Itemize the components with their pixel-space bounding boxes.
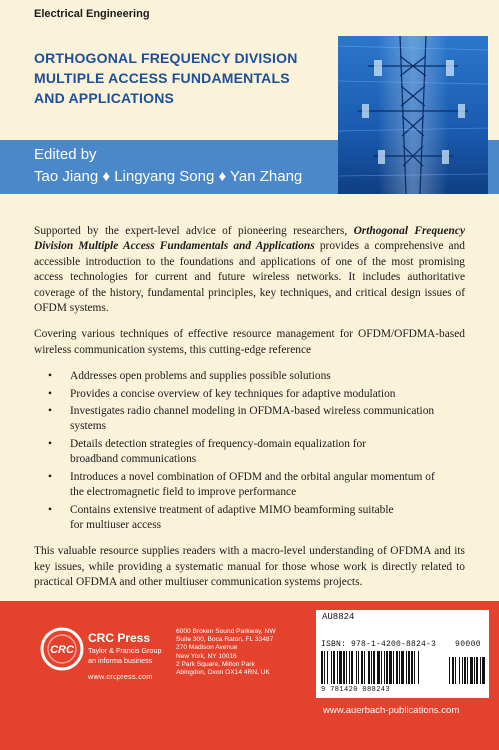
title-line-3: AND APPLICATIONS [34, 90, 175, 106]
barcode-bar [406, 651, 407, 684]
intro-text: Supported by the expert-level advice of pioneering researchers, [34, 225, 354, 237]
addon-bar [480, 657, 481, 684]
barcode-bar [373, 651, 375, 684]
series-label: Electrical Engineering [34, 8, 150, 20]
barcode-bar [386, 651, 388, 684]
cover-photo [338, 36, 488, 194]
addon-bar [467, 657, 468, 684]
antenna-tower-image [338, 36, 488, 194]
barcode-bar [414, 651, 415, 684]
barcode-bar [356, 651, 357, 684]
address-line: 6000 Broken Sound Parkway, NW [176, 628, 276, 635]
price-code: 90000 [455, 640, 482, 649]
addon-bar [462, 657, 463, 684]
barcode-bar [337, 651, 338, 684]
intro-paragraph [34, 224, 465, 316]
list-item: • Details detection strategies of frequency-domain equalization for broadband communications [44, 437, 465, 468]
barcode-bar [396, 651, 398, 684]
list-item: • Investigates radio channel modeling in OFDMA-based wireless communication systems [44, 404, 465, 435]
barcode-bar [389, 651, 392, 684]
publisher-name: CRC Press [88, 631, 151, 645]
description [34, 224, 465, 602]
barcode-bar [408, 651, 410, 684]
barcode-bar [349, 651, 350, 684]
editor-names: Tao Jiang ♦ Lingyang Song ♦ Yan Zhang [34, 168, 303, 185]
barcode-bar [339, 651, 342, 684]
publisher-url: www.crcpress.com [88, 672, 153, 681]
barcode-graphic [321, 651, 485, 684]
publisher-group: Taylor & Francis Group [88, 646, 162, 655]
barcode-bar [331, 651, 332, 684]
feature-list [34, 369, 465, 533]
barcode-bar [351, 651, 353, 684]
address-line: Abingdon, Oxon OX14 4RN, UK [176, 669, 270, 677]
intro-book-title: Orthogonal Frequency Division Multiple Access Fundamentals and Applications [34, 225, 466, 253]
address-line: 2 Park Square, Milton Park [176, 660, 255, 668]
list-item: • Addresses open problems and supplies possible solutions [44, 369, 465, 384]
list-item: • Contains extensive treatment of adaptive MIMO beamforming suitable for multiuser access [44, 503, 465, 534]
crc-logo-icon [40, 627, 84, 671]
barcode-bar [371, 651, 372, 684]
logo-text: CRC [50, 644, 74, 656]
barcode-bar [358, 651, 359, 684]
isbn-number: ISBN: 978-1-4200-8824-3 [321, 640, 437, 649]
barcode-bar [368, 651, 370, 684]
list-item: • Provides a concise overview of key techniques for adaptive modulation [44, 387, 465, 402]
barcode-bar [327, 651, 328, 684]
publisher-addresses [176, 628, 306, 677]
barcode-bar [384, 651, 385, 684]
barcode-bar [418, 651, 419, 684]
addon-bar [459, 657, 460, 684]
publisher-tagline: an informa business [88, 656, 153, 665]
address-line: 270 Madison Avenue [176, 644, 238, 652]
product-code: AU8824 [322, 612, 355, 622]
barcode-bar [364, 651, 365, 684]
barcode-bar [333, 651, 335, 684]
closing-paragraph: This valuable resource supplies readers with a macro-level understanding of OFDMA and its key issues, while providing a systematic manual for those whose work is directly related to practical OFDMA and other multiuser communication systems projects. [34, 545, 465, 589]
barcode-bar [321, 651, 323, 684]
barcode-bar [401, 651, 404, 684]
barcode-bar [324, 651, 325, 684]
addon-bar [482, 657, 485, 684]
list-item: • Introduces a novel combination of OFDM and the orbital angular momentum of the electromagnetic field to improve performance [44, 470, 465, 501]
book-title [34, 48, 324, 108]
addon-bar [464, 657, 466, 684]
barcode-bar [343, 651, 345, 684]
addon-bar [452, 657, 454, 684]
barcode-bar [399, 651, 400, 684]
addon-bar [474, 657, 475, 684]
barcode-bar [393, 651, 394, 684]
addon-bar [449, 657, 450, 684]
title-line-1: ORTHOGONAL FREQUENCY DIVISION [34, 50, 298, 66]
addon-bar [470, 657, 473, 684]
website-url: www.auerbach-publications.com [323, 705, 460, 716]
coverage-paragraph: Covering various techniques of effective resource management for OFDM/OFDMA-based wireless communication systems, this cutting-edge reference [34, 328, 465, 356]
edited-by-label: Edited by [34, 146, 97, 163]
barcode-bar [346, 651, 347, 684]
barcode-bar [361, 651, 363, 684]
addon-bar [455, 657, 456, 684]
title-line-2: MULTIPLE ACCESS FUNDAMENTALS [34, 70, 290, 86]
addon-bar [476, 657, 478, 684]
address-line: Suite 300, Boca Raton, FL 33487 [176, 636, 274, 644]
barcode-bar [411, 651, 413, 684]
barcode-digits: 9 781420 088243 90000 [321, 640, 482, 694]
intro-text-rest: provides a comprehensive and accessible introduction to the foundations and applications of one of the most promising access technologies for current and future wireless networks. It includes authoritative coverage of the history, fundamental principles, key techniques, and critical design issues of OFDM systems. [34, 240, 465, 315]
barcode-bar [381, 651, 382, 684]
address-line: New York, NY 10016 [176, 652, 237, 660]
barcode-bar [377, 651, 380, 684]
